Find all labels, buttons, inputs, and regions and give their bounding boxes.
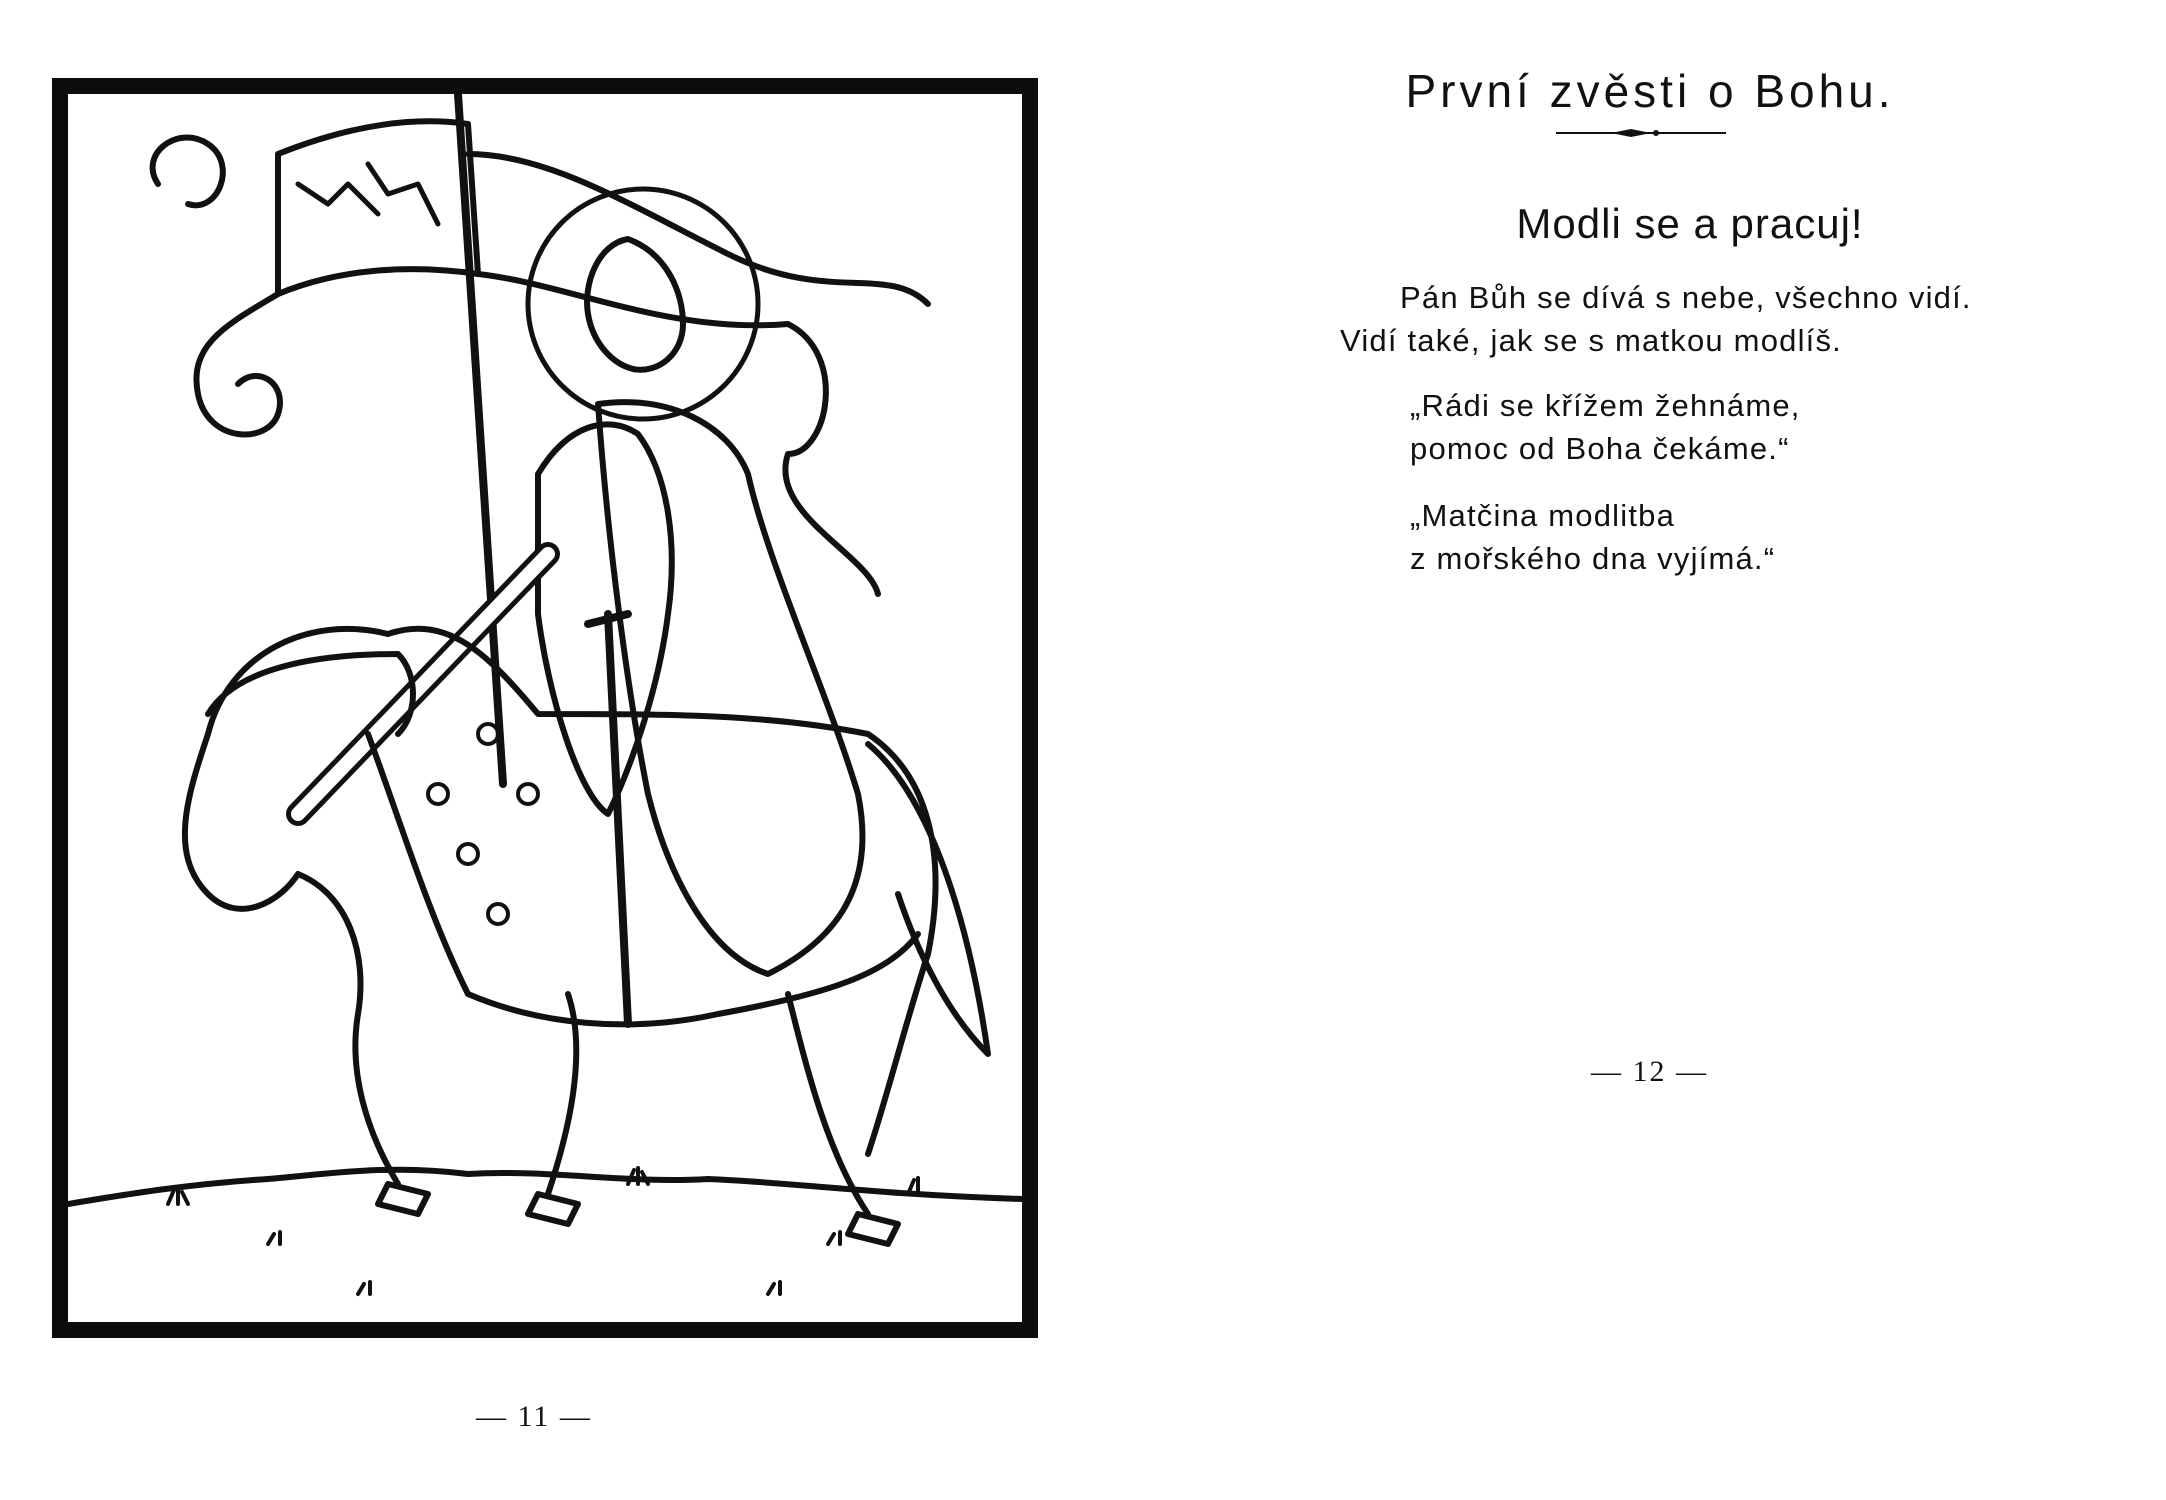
page-number-left: — 11 — <box>476 1400 592 1433</box>
section-title: Modli se a pracuj! <box>1516 200 1864 247</box>
knight-on-horse-illustration <box>68 94 1022 1322</box>
illustration-frame <box>52 78 1038 1338</box>
ground-line <box>68 1170 1022 1204</box>
horse-tail <box>868 744 988 1054</box>
chapter-title: První zvěsti o Bohu. <box>1405 65 1895 117</box>
verse-stanza <box>1410 494 1775 580</box>
verse-stanza <box>1410 384 1801 470</box>
caparison-dots <box>428 724 538 924</box>
horse-body <box>185 629 936 1214</box>
knight-cape <box>598 402 862 974</box>
lance-pole <box>458 94 503 784</box>
verse-line: „Matčina modlitba <box>1410 498 1676 533</box>
paragraph-line: Pán Bůh se dívá s nebe, všechno vidí. <box>1400 280 1972 315</box>
title-ornament-divider <box>1556 126 1726 140</box>
halo <box>528 189 758 419</box>
verse-line: pomoc od Boha čekáme.“ <box>1410 431 1790 466</box>
verse-line: z mořského dna vyjímá.“ <box>1410 541 1776 576</box>
banner-streamer <box>196 294 280 434</box>
page-number-right: — 12 — <box>1591 1055 1708 1088</box>
verse-line: „Rádi se křížem žehnáme, <box>1410 388 1801 423</box>
banner-flag <box>278 121 478 294</box>
body-paragraph <box>1340 276 1972 362</box>
hooves <box>378 1184 898 1244</box>
paragraph-line: Vidí také, jak se s matkou modlíš. <box>1340 323 1842 358</box>
